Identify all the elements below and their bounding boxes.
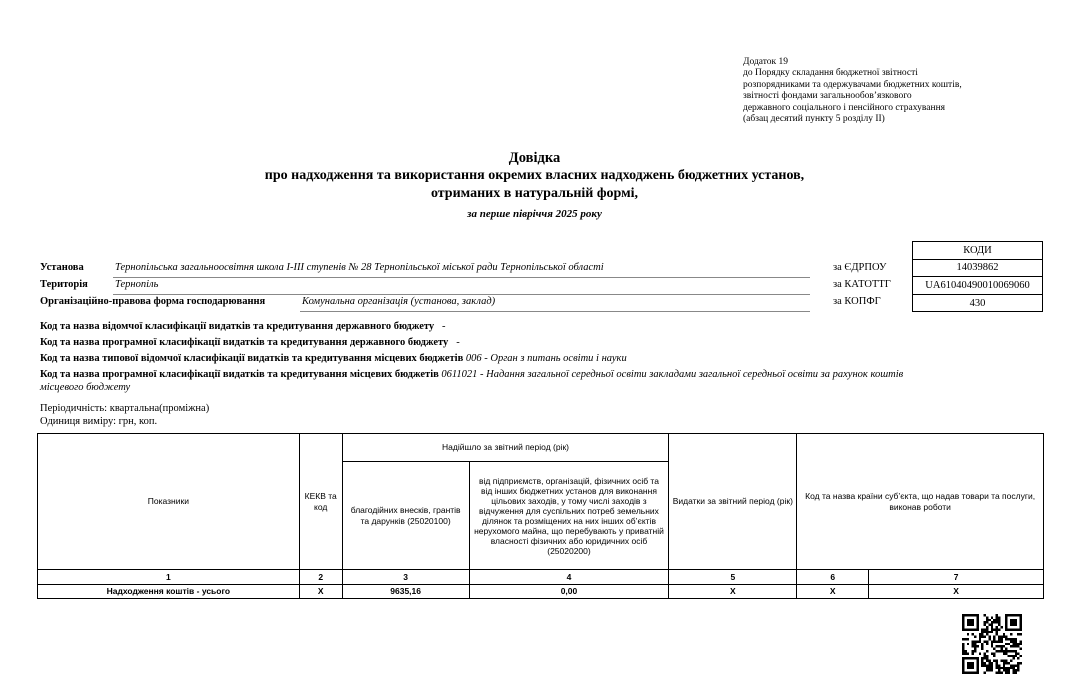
dept-state-label: Код та назва відомчої класифікації видатків та кредитування державного бюджету — [40, 321, 435, 332]
document-subtitle: про надходження та використання окремих власних надходжень бюджетних установ, — [264, 168, 805, 183]
prog-state-classification — [40, 337, 460, 348]
kopfg-label: за КОПФГ — [833, 296, 881, 307]
legal-form-label: Організаційно-правова форма господарювання — [40, 296, 266, 307]
row-expenses: X — [669, 585, 797, 599]
col-charity-header: благодійних внесків, грантів та дарунків (25020100) — [342, 462, 469, 570]
col-country-header: Код та назва країни суб’єкта, що надав товари та послуги, виконав роботи — [797, 434, 1044, 570]
column-number: 5 — [669, 570, 797, 585]
col-expenses-header: Видатки за звітний період (рік) — [669, 434, 797, 570]
katottg-value: UA61040490010069060 — [913, 277, 1043, 295]
qr-code-icon — [962, 614, 1022, 674]
appendix-line: Додаток 19 — [743, 57, 789, 67]
column-number: 1 — [38, 570, 300, 585]
territory-label: Територія — [40, 279, 88, 290]
table-row — [38, 585, 1044, 599]
col-kekv-header: КЕКВ та код — [299, 434, 342, 570]
column-number: 7 — [869, 570, 1044, 585]
appendix-line: державного соціального і пенсійного страхування — [743, 102, 946, 113]
appendix-line: звітності фондами загальнообов’язкового — [743, 91, 912, 102]
column-number: 6 — [797, 570, 869, 585]
legal-form-underline — [300, 310, 810, 312]
column-numbers-row — [38, 570, 1044, 585]
report-period: за перше півріччя 2025 року — [467, 208, 602, 220]
col-other-header: від підприємств, організацій, фізичних осіб та від інших бюджетних установ для виконання цільових заходів, у тому числі заходів з відчуження для суспільних потреб земельних ділянок та розміщених на них інших об’єктів нерухомого майна, що перебувають у приватній власності фізичних або юридичних осіб (25020200) — [469, 462, 669, 570]
col-indicators-header: Показники — [38, 434, 300, 570]
column-number: 3 — [342, 570, 469, 585]
dept-state-value: - — [442, 321, 446, 332]
edrpou-label: за ЄДРПОУ — [833, 262, 887, 273]
document-title: Довідка — [508, 150, 561, 166]
periodicity: Періодичність: квартальна(проміжна) — [40, 403, 210, 414]
column-number: 4 — [469, 570, 669, 585]
report-table — [37, 433, 1044, 599]
kopfg-value: 430 — [913, 294, 1043, 312]
unit-of-measure: Одиниця виміру: грн, коп. — [40, 416, 158, 427]
prog-state-value: - — [456, 337, 460, 348]
row-country-code: X — [797, 585, 869, 599]
row-charity: 9635,16 — [342, 585, 469, 599]
institution-value: Тернопільська загальноосвітня школа І-ІІІ ступенів № 28 Тернопільської міської ради Тернопільської області — [115, 262, 604, 273]
row-country-name: X — [869, 585, 1044, 599]
typical-local-classification — [40, 353, 627, 364]
codes-header: КОДИ — [913, 242, 1043, 260]
prog-local-value: 0611021 - Надання загальної середньої освіти закладами загальної середньої освіти за рахунок коштів — [441, 369, 904, 380]
legal-form-value: Комунальна організація (установа, заклад) — [302, 296, 496, 307]
prog-state-label: Код та назва програмної класифікації видатків та кредитування державного бюджету — [40, 337, 449, 348]
row-other: 0,00 — [469, 585, 669, 599]
typical-local-label: Код та назва типової відомчої класифікації видатків та кредитування місцевих бюджетів — [40, 353, 464, 364]
dept-state-classification — [40, 321, 446, 332]
prog-local-classification — [40, 369, 903, 380]
territory-underline — [113, 293, 810, 295]
row-kekv: X — [299, 585, 342, 599]
col-received-group-header: Надійшло за звітний період (рік) — [342, 434, 669, 462]
appendix-line: розпорядниками та одержувачами бюджетних коштів, — [743, 79, 962, 90]
column-number: 2 — [299, 570, 342, 585]
document-subtitle-2: отриманих в натуральній формі, — [430, 186, 639, 201]
appendix-note — [743, 57, 962, 125]
codes-table — [912, 241, 1043, 312]
institution-underline — [113, 276, 810, 278]
row-indicator: Надходження коштів - усього — [38, 585, 300, 599]
territory-value: Тернопіль — [115, 279, 159, 290]
prog-local-value-cont: місцевого бюджету — [40, 382, 131, 393]
prog-local-classification-cont — [40, 382, 130, 393]
prog-local-label: Код та назва програмної класифікації видатків та кредитування місцевих бюджетів — [40, 369, 439, 380]
appendix-line: до Порядку складання бюджетної звітності — [743, 68, 918, 79]
edrpou-value: 14039862 — [913, 259, 1043, 277]
appendix-line: (абзац десятий пункту 5 розділу ІІ) — [743, 113, 885, 124]
institution-label: Установа — [40, 262, 84, 273]
katottg-label: за КАТОТТГ — [833, 279, 891, 290]
typical-local-value: 006 - Орган з питань освіти і науки — [465, 353, 627, 364]
